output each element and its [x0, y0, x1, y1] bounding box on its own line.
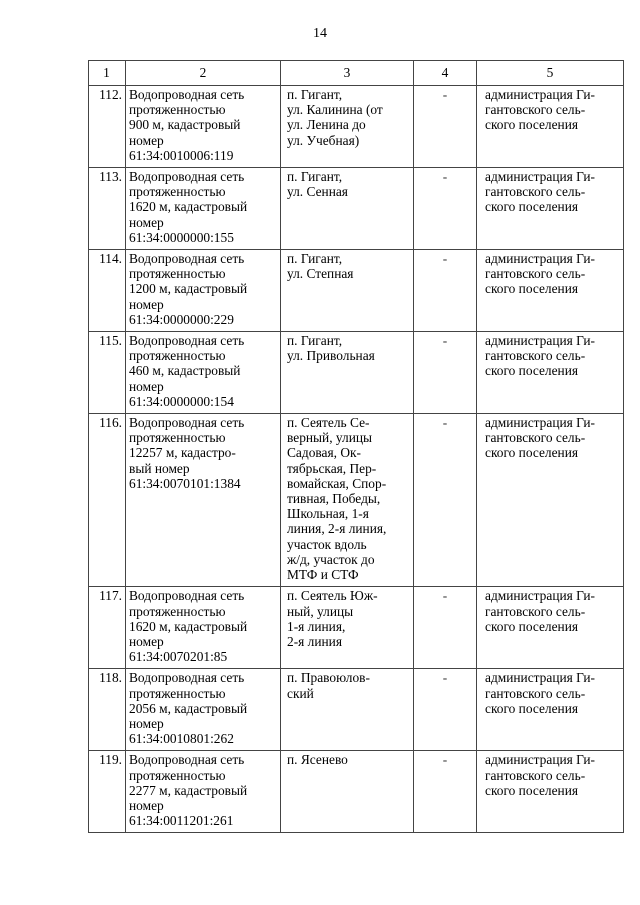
col4-value: - [414, 168, 477, 250]
header-col-1: 1 [89, 61, 126, 86]
row-number: 114. [89, 250, 126, 332]
object-description: Водопроводная сеть протяженностью 12257 м, кадастро- вый номер 61:34:0070101:1384 [126, 414, 281, 587]
header-col-3: 3 [281, 61, 414, 86]
header-col-4: 4 [414, 61, 477, 86]
object-address: п. Гигант, ул. Калинина (от ул. Ленина до ул. Учебная) [281, 86, 414, 168]
owner: администрация Ги- гантовского сель- ского поселения [477, 86, 624, 168]
table-row [89, 587, 624, 669]
row-number: 118. [89, 669, 126, 751]
row-number: 113. [89, 168, 126, 250]
page-number: 14 [313, 26, 327, 41]
table-row [89, 250, 624, 332]
col4-value: - [414, 751, 477, 833]
col4-value: - [414, 86, 477, 168]
object-address: п. Гигант, ул. Привольная [281, 332, 414, 414]
object-address: п. Сеятель Юж- ный, улицы 1-я линия, 2-я линия [281, 587, 414, 669]
row-number: 116. [89, 414, 126, 587]
object-description: Водопроводная сеть протяженностью 460 м, кадастровый номер 61:34:0000000:154 [126, 332, 281, 414]
owner: администрация Ги- гантовского сель- ского поселения [477, 414, 624, 587]
object-address: п. Ясенево [281, 751, 414, 833]
object-description: Водопроводная сеть протяженностью 1200 м, кадастровый номер 61:34:0000000:229 [126, 250, 281, 332]
object-description: Водопроводная сеть протяженностью 2277 м, кадастровый номер 61:34:0011201:261 [126, 751, 281, 833]
col4-value: - [414, 332, 477, 414]
table-row [89, 168, 624, 250]
property-register-table [88, 60, 624, 833]
object-address: п. Гигант, ул. Сенная [281, 168, 414, 250]
table-row [89, 751, 624, 833]
table-header-row [89, 61, 624, 86]
object-description: Водопроводная сеть протяженностью 1620 м, кадастровый номер 61:34:0070201:85 [126, 587, 281, 669]
object-address: п. Гигант, ул. Степная [281, 250, 414, 332]
header-col-2: 2 [126, 61, 281, 86]
object-address: п. Правоюлов- ский [281, 669, 414, 751]
owner: администрация Ги- гантовского сель- ского поселения [477, 168, 624, 250]
table-row [89, 669, 624, 751]
col4-value: - [414, 669, 477, 751]
header-col-5: 5 [477, 61, 624, 86]
col4-value: - [414, 414, 477, 587]
table-row [89, 86, 624, 168]
table-row [89, 414, 624, 587]
object-description: Водопроводная сеть протяженностью 1620 м, кадастровый номер 61:34:0000000:155 [126, 168, 281, 250]
table-row [89, 332, 624, 414]
row-number: 112. [89, 86, 126, 168]
col4-value: - [414, 250, 477, 332]
col4-value: - [414, 587, 477, 669]
owner: администрация Ги- гантовского сель- ского поселения [477, 250, 624, 332]
object-description: Водопроводная сеть протяженностью 900 м, кадастровый номер 61:34:0010006:119 [126, 86, 281, 168]
row-number: 115. [89, 332, 126, 414]
object-description: Водопроводная сеть протяженностью 2056 м, кадастровый номер 61:34:0010801:262 [126, 669, 281, 751]
owner: администрация Ги- гантовского сель- ского поселения [477, 751, 624, 833]
row-number: 119. [89, 751, 126, 833]
row-number: 117. [89, 587, 126, 669]
object-address: п. Сеятель Се- верный, улицы Садовая, Ок- тябрьская, Пер- вомайская, Спор- тивная, Победы, Школьная, 1-я линия, 2-я линия, участок вдоль ж/д, участок до МТФ и СТФ [281, 414, 414, 587]
owner: администрация Ги- гантовского сель- ского поселения [477, 332, 624, 414]
owner: администрация Ги- гантовского сель- ского поселения [477, 587, 624, 669]
owner: администрация Ги- гантовского сель- ского поселения [477, 669, 624, 751]
